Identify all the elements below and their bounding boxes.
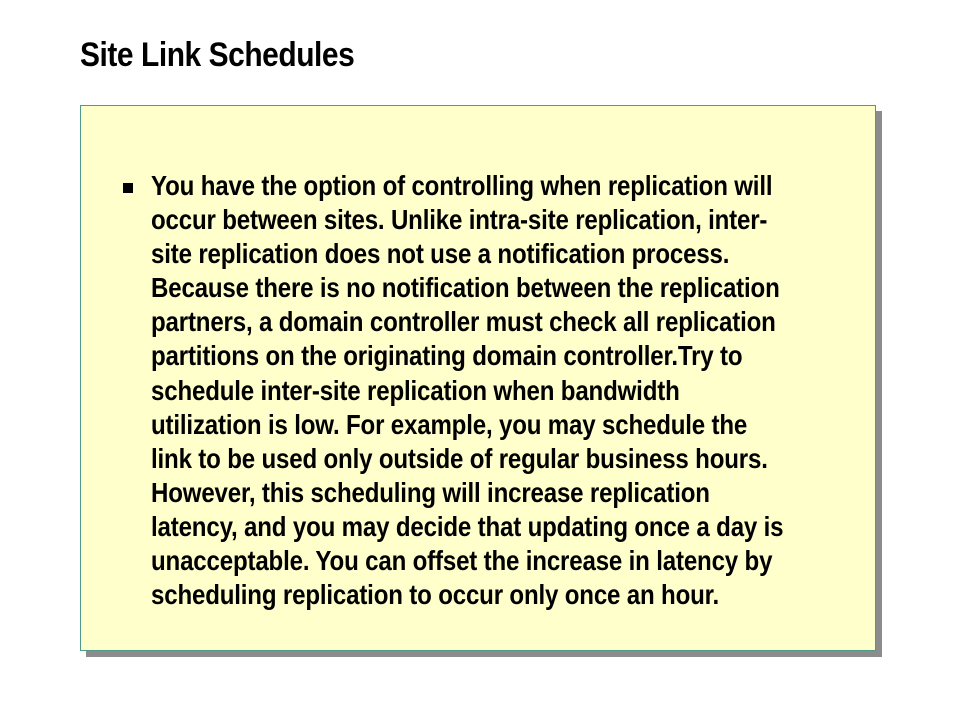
bullet-text xyxy=(151,169,856,612)
bullet-line: partitions on the originating domain controller.Try to xyxy=(151,340,743,372)
bullet-line: occur between sites. Unlike intra-site replication, inter- xyxy=(151,204,768,236)
bullet-line: unacceptable. You can offset the increase in latency by xyxy=(151,545,773,577)
bullet-list xyxy=(121,169,861,612)
square-bullet-icon xyxy=(123,183,133,193)
bullet-line: utilization is low. For example, you may schedule the xyxy=(151,408,748,440)
bullet-line: You have the option of controlling when replication will xyxy=(151,170,773,201)
slide-title: Site Link Schedules xyxy=(80,36,355,74)
bullet-line: scheduling replication to occur only once an hour. xyxy=(151,579,720,611)
bullet-line: link to be used only outside of regular business hours. xyxy=(151,442,768,474)
bullet-line: partners, a domain controller must check all replication xyxy=(151,306,776,338)
bullet-line: site replication does not use a notification process. xyxy=(151,238,730,270)
content-box xyxy=(80,105,876,651)
bullet-line: However, this scheduling will increase replication xyxy=(151,476,710,508)
bullet-item xyxy=(121,169,861,612)
bullet-line: schedule inter-site replication when bandwidth xyxy=(151,374,680,406)
bullet-line: latency, and you may decide that updating once a day is xyxy=(151,510,784,542)
bullet-line: Because there is no notification between the replication xyxy=(151,272,780,304)
